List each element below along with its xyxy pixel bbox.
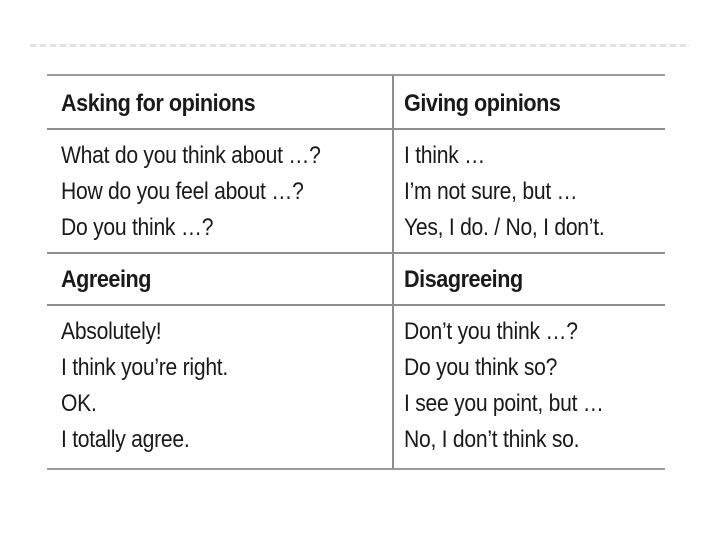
asking-for-opinions-list xyxy=(61,138,356,246)
list-item: Do you think so? xyxy=(404,354,558,381)
list-item: I’m not sure, but … xyxy=(404,178,578,205)
list-item: What do you think about …? xyxy=(61,142,321,169)
list-item: I think … xyxy=(404,142,485,169)
phrases-table xyxy=(47,74,665,470)
column-divider xyxy=(392,76,394,468)
disagreeing-list xyxy=(404,314,631,458)
agreeing-list xyxy=(61,314,251,458)
list-item: How do you feel about …? xyxy=(61,178,304,205)
heading-disagreeing: Disagreeing xyxy=(404,266,523,293)
list-item: I think you’re right. xyxy=(61,354,229,381)
list-item: Yes, I do. / No, I don’t. xyxy=(404,214,605,241)
list-item: OK. xyxy=(61,390,97,417)
giving-opinions-list xyxy=(404,138,632,246)
heading-giving-opinions: Giving opinions xyxy=(404,90,561,117)
scan-artifact-line xyxy=(30,44,690,47)
list-item: Do you think …? xyxy=(61,214,214,241)
heading-asking-for-opinions: Asking for opinions xyxy=(61,90,256,117)
list-item: Absolutely! xyxy=(61,318,162,345)
list-item: I totally agree. xyxy=(61,426,190,453)
heading-agreeing: Agreeing xyxy=(61,266,152,293)
row-divider xyxy=(47,304,665,306)
row-divider xyxy=(47,252,665,254)
list-item: Don’t you think …? xyxy=(404,318,578,345)
row-divider xyxy=(47,128,665,130)
list-item: I see you point, but … xyxy=(404,390,604,417)
list-item: No, I don’t think so. xyxy=(404,426,580,453)
